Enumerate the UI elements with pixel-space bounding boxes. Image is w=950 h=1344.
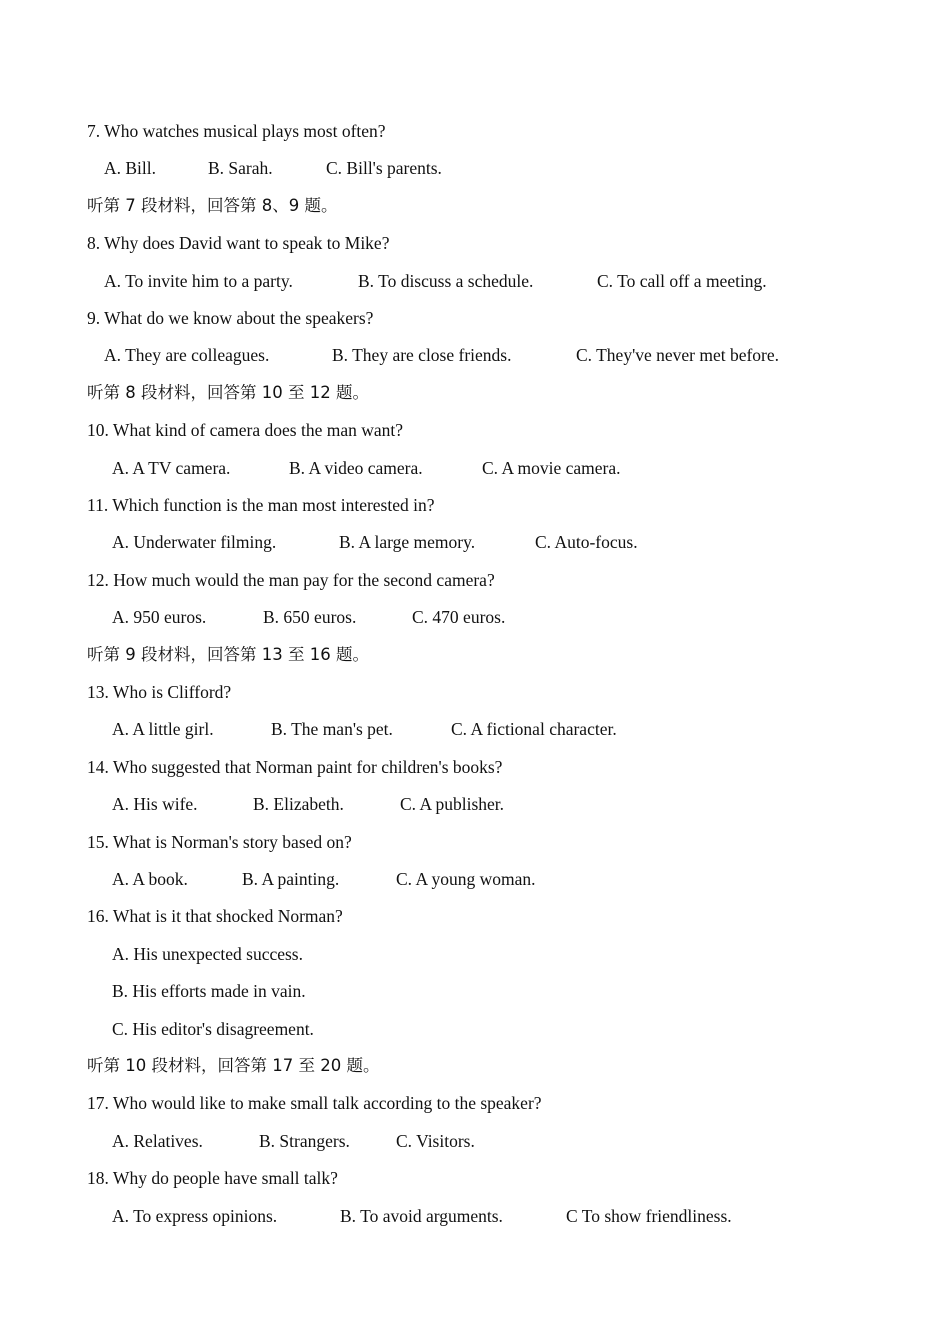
answer-option: B. A large memory. bbox=[339, 532, 476, 552]
answer-option: B. A painting. bbox=[242, 869, 340, 889]
answer-option: C. A publisher. bbox=[400, 794, 505, 814]
section-instruction: 听第 7 段材料，回答第 8、9 题。 bbox=[87, 196, 338, 215]
answer-option: A. Underwater filming. bbox=[112, 532, 277, 552]
answer-option: A. They are colleagues. bbox=[104, 345, 270, 365]
question-text: 16. What is it that shocked Norman? bbox=[87, 906, 343, 926]
answer-option: A. His wife. bbox=[112, 794, 198, 814]
answer-option: C. His editor's disagreement. bbox=[112, 1019, 314, 1039]
question-text: 8. Why does David want to speak to Mike? bbox=[87, 233, 390, 253]
answer-option: B. They are close friends. bbox=[332, 345, 512, 365]
question-text: 15. What is Norman's story based on? bbox=[87, 832, 352, 852]
answer-option: C. Visitors. bbox=[396, 1131, 475, 1151]
answer-option: B. The man's pet. bbox=[271, 719, 393, 739]
question-text: 14. Who suggested that Norman paint for children's books? bbox=[87, 757, 503, 777]
answer-option: A. 950 euros. bbox=[112, 607, 207, 627]
answer-option: A. A TV camera. bbox=[112, 458, 231, 478]
answer-option: A. A little girl. bbox=[112, 719, 214, 739]
answer-option: A. His unexpected success. bbox=[112, 944, 303, 964]
answer-option: B. Sarah. bbox=[208, 158, 273, 178]
answer-option: B. A video camera. bbox=[289, 458, 423, 478]
answer-option: C. A young woman. bbox=[396, 869, 536, 889]
answer-option: A. A book. bbox=[112, 869, 188, 889]
answer-option: C. To call off a meeting. bbox=[597, 271, 767, 291]
question-text: 11. Which function is the man most interested in? bbox=[87, 495, 435, 515]
answer-option: B. His efforts made in vain. bbox=[112, 981, 306, 1001]
answer-option: C To show friendliness. bbox=[566, 1206, 732, 1226]
answer-option: A. To express opinions. bbox=[112, 1206, 278, 1226]
answer-option: C. Bill's parents. bbox=[326, 158, 442, 178]
section-instruction: 听第 10 段材料，回答第 17 至 20 题。 bbox=[87, 1056, 380, 1075]
answer-option: B. Elizabeth. bbox=[253, 794, 344, 814]
answer-option: C. 470 euros. bbox=[412, 607, 506, 627]
question-text: 12. How much would the man pay for the second camera? bbox=[87, 570, 495, 590]
question-text: 18. Why do people have small talk? bbox=[87, 1168, 338, 1188]
answer-option: C. Auto-focus. bbox=[535, 532, 638, 552]
answer-option: C. They've never met before. bbox=[576, 345, 780, 365]
question-text: 10. What kind of camera does the man want? bbox=[87, 420, 404, 440]
question-text: 17. Who would like to make small talk according to the speaker? bbox=[87, 1093, 542, 1113]
answer-option: A. Bill. bbox=[104, 158, 157, 178]
answer-option: A. Relatives. bbox=[112, 1131, 203, 1151]
section-instruction: 听第 8 段材料，回答第 10 至 12 题。 bbox=[87, 383, 369, 402]
question-text: 13. Who is Clifford? bbox=[87, 682, 232, 702]
answer-option: B. To avoid arguments. bbox=[340, 1206, 503, 1226]
section-instruction: 听第 9 段材料，回答第 13 至 16 题。 bbox=[87, 645, 369, 664]
answer-option: C. A fictional character. bbox=[451, 719, 617, 739]
answer-option: B. 650 euros. bbox=[263, 607, 357, 627]
answer-option: C. A movie camera. bbox=[482, 458, 621, 478]
question-text: 7. Who watches musical plays most often? bbox=[87, 121, 386, 141]
question-text: 9. What do we know about the speakers? bbox=[87, 308, 374, 328]
answer-option: B. To discuss a schedule. bbox=[358, 271, 534, 291]
answer-option: B. Strangers. bbox=[259, 1131, 350, 1151]
answer-option: A. To invite him to a party. bbox=[104, 271, 293, 291]
